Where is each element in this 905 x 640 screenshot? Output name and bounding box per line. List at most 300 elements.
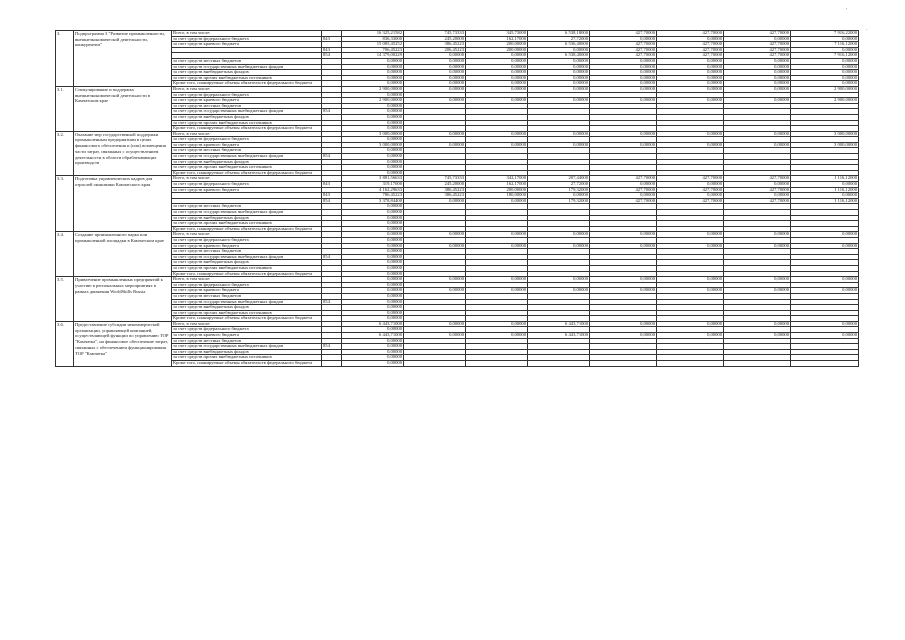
amount-cell: 0,00000 bbox=[342, 277, 404, 283]
amount-cell: 0,00000 bbox=[342, 70, 404, 76]
amount-cell: 745,73333 bbox=[404, 31, 466, 37]
amount-cell: 7 116,12000 bbox=[791, 42, 859, 48]
amount-cell: 0,00000 bbox=[657, 142, 724, 148]
funding-source: за счет средств местных бюджетов bbox=[172, 58, 322, 64]
amount-cell: 0,00000 bbox=[342, 215, 404, 221]
amount-cell: 16 325,21582 bbox=[342, 31, 404, 37]
amount-cell: 0,00000 bbox=[466, 64, 528, 70]
amount-cell: 0,00000 bbox=[724, 243, 791, 249]
funding-source: за счет средств местных бюджетов bbox=[172, 204, 322, 210]
amount-cell: 0,00000 bbox=[466, 58, 528, 64]
amount-cell: 0,00000 bbox=[657, 64, 724, 70]
funding-source: за счет средств краевого бюджета bbox=[172, 333, 322, 339]
funding-source: за счет средств государственных внебюджетных фондов bbox=[172, 254, 322, 260]
funding-source: Кроме того, планируемые объемы обязательств федерального бюджета bbox=[172, 226, 322, 232]
amount-cell: 0,00000 bbox=[466, 243, 528, 249]
corner-mark: ' bbox=[846, 8, 848, 14]
amount-cell: 0,00000 bbox=[342, 243, 404, 249]
amount-cell: 0,00000 bbox=[791, 232, 859, 238]
amount-cell: 0,00000 bbox=[657, 75, 724, 81]
ministry-code: 854 bbox=[322, 254, 342, 260]
amount-cell: 0,00000 bbox=[404, 75, 466, 81]
amount-cell: 0,00000 bbox=[404, 86, 466, 92]
amount-cell: 427,70000 bbox=[590, 187, 657, 193]
amount-cell: 0,00000 bbox=[724, 64, 791, 70]
amount-cell: 0,00000 bbox=[590, 86, 657, 92]
amount-cell: 0,00000 bbox=[342, 327, 404, 333]
amount-cell: 0,00000 bbox=[657, 232, 724, 238]
amount-cell bbox=[466, 361, 528, 367]
amount-cell: 2 900,00000 bbox=[342, 98, 404, 104]
amount-cell: 0,00000 bbox=[342, 254, 404, 260]
amount-cell: 0,00000 bbox=[724, 75, 791, 81]
amount-cell: 0,00000 bbox=[404, 53, 466, 59]
amount-cell: 0,00000 bbox=[791, 75, 859, 81]
amount-cell: 0,00000 bbox=[791, 81, 859, 87]
amount-cell: 3 000,00000 bbox=[342, 131, 404, 137]
ministry-code: 854 bbox=[322, 53, 342, 59]
amount-cell: 0,00000 bbox=[466, 75, 528, 81]
amount-cell: 0,00000 bbox=[528, 64, 590, 70]
amount-cell: 14 379,00229 bbox=[342, 53, 404, 59]
funding-source: за счет средств местных бюджетов bbox=[172, 103, 322, 109]
amount-cell: 0,00000 bbox=[342, 154, 404, 160]
amount-cell: 0,00000 bbox=[466, 333, 528, 339]
amount-cell: 0,00000 bbox=[791, 36, 859, 42]
amount-cell: 0,00000 bbox=[466, 98, 528, 104]
item-description: Привлечение промышленных предприятий к участию в региональных мероприятиях в рамках движения WorldSkills Russia bbox=[74, 277, 172, 322]
amount-cell: 0,00000 bbox=[342, 232, 404, 238]
amount-cell: 0,00000 bbox=[342, 355, 404, 361]
funding-source: за счет средств краевого бюджета bbox=[172, 187, 322, 193]
ministry-code: 843 bbox=[322, 36, 342, 42]
amount-cell bbox=[528, 361, 590, 367]
funding-source: за счет средств внебюджетных фондов bbox=[172, 159, 322, 165]
amount-cell: 179,32000 bbox=[528, 198, 590, 204]
amount-cell: 245,20000 bbox=[404, 182, 466, 188]
amount-cell: 0,00000 bbox=[342, 260, 404, 266]
amount-cell: 0,00000 bbox=[528, 131, 590, 137]
funding-source: за счет средств внебюджетных фондов bbox=[172, 215, 322, 221]
funding-source: Кроме того, планируемые объемы обязательств федерального бюджета bbox=[172, 170, 322, 176]
amount-cell: 427,70000 bbox=[657, 53, 724, 59]
amount-cell: 0,00000 bbox=[724, 86, 791, 92]
amount-cell: 0,00000 bbox=[657, 277, 724, 283]
amount-cell: 0,00000 bbox=[657, 321, 724, 327]
amount-cell: 0,00000 bbox=[342, 137, 404, 143]
amount-cell: 0,00000 bbox=[404, 321, 466, 327]
amount-cell: 0,00000 bbox=[466, 86, 528, 92]
ministry-code bbox=[322, 361, 342, 367]
amount-cell: 180,00000 bbox=[466, 193, 528, 199]
amount-cell: 4 162,29633 bbox=[342, 187, 404, 193]
ministry-code: 843 bbox=[322, 47, 342, 53]
funding-source: Всего, в том числе: bbox=[172, 232, 322, 238]
amount-cell: 0,00000 bbox=[791, 277, 859, 283]
item-description: Предоставление субсидии некоммерческой организации, управляющей компанией, осуществляющей функции по управлению ТОР "Камчатка", на финансовое обеспечение затрат, связанных с обеспечением функционирования ТОР "Камчатка" bbox=[74, 321, 172, 366]
amount-cell: 0,00000 bbox=[791, 47, 859, 53]
funding-source: за счет средств прочих внебюджетных источников bbox=[172, 75, 322, 81]
amount-cell: 0,00000 bbox=[342, 75, 404, 81]
amount-cell: 0,00000 bbox=[342, 305, 404, 311]
funding-source: Кроме того, планируемые объемы обязательств федерального бюджета bbox=[172, 361, 322, 367]
amount-cell: 3 881,56633 bbox=[342, 176, 404, 182]
funding-source: за счет средств федерального бюджета bbox=[172, 137, 322, 143]
amount-cell: 2 900,00000 bbox=[342, 86, 404, 92]
item-number: 3. bbox=[56, 31, 74, 87]
funding-source: за счет средств федерального бюджета bbox=[172, 282, 322, 288]
amount-cell: 0,00000 bbox=[791, 333, 859, 339]
amount-cell: 319,17000 bbox=[342, 182, 404, 188]
amount-cell: 0,00000 bbox=[342, 170, 404, 176]
amount-cell: 0,00000 bbox=[342, 265, 404, 271]
budget-allocation-table bbox=[55, 30, 859, 367]
amount-cell: 0,00000 bbox=[404, 81, 466, 87]
amount-cell: 245,20000 bbox=[404, 36, 466, 42]
amount-cell: 0,00000 bbox=[590, 333, 657, 339]
amount-cell: 6 443,71000 bbox=[342, 333, 404, 339]
amount-cell: 0,00000 bbox=[590, 182, 657, 188]
amount-cell: 0,00000 bbox=[466, 232, 528, 238]
amount-cell: 0,00000 bbox=[590, 58, 657, 64]
amount-cell: 0,00000 bbox=[528, 232, 590, 238]
amount-cell: 0,00000 bbox=[590, 288, 657, 294]
funding-source: за счет средств местных бюджетов bbox=[172, 293, 322, 299]
amount-cell: 0,00000 bbox=[342, 210, 404, 216]
funding-source: за счет средств федерального бюджета bbox=[172, 92, 322, 98]
amount-cell: 0,00000 bbox=[724, 98, 791, 104]
amount-cell: 0,00000 bbox=[657, 36, 724, 42]
amount-cell: 2 900,00000 bbox=[791, 98, 859, 104]
funding-source: за счет средств государственных внебюджетных фондов bbox=[172, 109, 322, 115]
amount-cell: 836,33000 bbox=[342, 36, 404, 42]
funding-source: за счет средств краевого бюджета bbox=[172, 288, 322, 294]
amount-cell: 0,00000 bbox=[657, 288, 724, 294]
amount-cell: 0,00000 bbox=[590, 131, 657, 137]
funding-source: за счет средств внебюджетных фондов bbox=[172, 260, 322, 266]
amount-cell: 427,70000 bbox=[657, 198, 724, 204]
amount-cell bbox=[657, 361, 724, 367]
amount-cell: 0,00000 bbox=[724, 142, 791, 148]
amount-cell: 0,00000 bbox=[528, 75, 590, 81]
funding-source: за счет средств федерального бюджета bbox=[172, 182, 322, 188]
amount-cell: 427,70000 bbox=[590, 42, 657, 48]
funding-source: за счет средств государственных внебюджетных фондов bbox=[172, 344, 322, 350]
amount-cell: 0,00000 bbox=[590, 142, 657, 148]
amount-cell: 0,00000 bbox=[724, 58, 791, 64]
amount-cell: 0,00000 bbox=[724, 193, 791, 199]
amount-cell: 6 443,71000 bbox=[528, 321, 590, 327]
amount-cell: 0,00000 bbox=[342, 349, 404, 355]
amount-cell: 0,00000 bbox=[590, 81, 657, 87]
amount-cell: 0,00000 bbox=[404, 198, 466, 204]
amount-cell: 0,00000 bbox=[342, 81, 404, 87]
funding-source: Всего, в том числе: bbox=[172, 321, 322, 327]
ministry-code: 843 bbox=[322, 182, 342, 188]
amount-cell: 0,00000 bbox=[528, 47, 590, 53]
amount-cell: 0,00000 bbox=[342, 109, 404, 115]
amount-cell: 0,00000 bbox=[466, 288, 528, 294]
ministry-code: 854 bbox=[322, 299, 342, 305]
amount-cell: 0,00000 bbox=[404, 232, 466, 238]
amount-cell: 1 116,12000 bbox=[791, 176, 859, 182]
corner-mark-2: . bbox=[866, 26, 868, 32]
funding-source: Кроме того, планируемые объемы обязательств федерального бюджета bbox=[172, 126, 322, 132]
amount-cell: 0,00000 bbox=[466, 70, 528, 76]
amount-cell: 0,00000 bbox=[528, 58, 590, 64]
amount-cell bbox=[404, 361, 466, 367]
amount-cell: 745,73333 bbox=[404, 176, 466, 182]
amount-cell: 0,00000 bbox=[791, 193, 859, 199]
amount-cell: 162,17000 bbox=[466, 182, 528, 188]
amount-cell: 15 085,45252 bbox=[342, 42, 404, 48]
amount-cell: 7 916,22000 bbox=[791, 31, 859, 37]
amount-cell: 386,45223 bbox=[404, 193, 466, 199]
amount-cell: 0,00000 bbox=[724, 36, 791, 42]
amount-cell: 0,00000 bbox=[404, 243, 466, 249]
amount-cell: 0,00000 bbox=[590, 243, 657, 249]
amount-cell: 27,72000 bbox=[528, 36, 590, 42]
amount-cell: 427,70000 bbox=[590, 176, 657, 182]
amount-cell: 427,70000 bbox=[724, 187, 791, 193]
amount-cell: 0,00000 bbox=[404, 277, 466, 283]
amount-cell: 0,00000 bbox=[342, 249, 404, 255]
amount-cell: 0,00000 bbox=[342, 271, 404, 277]
amount-cell: 0,00000 bbox=[528, 81, 590, 87]
amount-cell: 0,00000 bbox=[342, 165, 404, 171]
amount-cell: 0,00000 bbox=[342, 237, 404, 243]
amount-cell: 786,45223 bbox=[342, 193, 404, 199]
amount-cell: 0,00000 bbox=[724, 288, 791, 294]
amount-cell: 0,00000 bbox=[466, 198, 528, 204]
funding-source: Кроме того, планируемые объемы обязательств федерального бюджета bbox=[172, 316, 322, 322]
amount-cell: 0,00000 bbox=[791, 70, 859, 76]
item-description: Подпрограмма 3 "Развитие промышленности, внешнеэкономической деятельности, конкурентии" bbox=[74, 31, 172, 87]
amount-cell bbox=[791, 361, 859, 367]
amount-cell: 0,00000 bbox=[657, 98, 724, 104]
funding-source: за счет средств внебюджетных фондов bbox=[172, 305, 322, 311]
amount-cell: 0,00000 bbox=[590, 321, 657, 327]
amount-cell: 0,00000 bbox=[342, 282, 404, 288]
amount-cell: 0,00000 bbox=[528, 277, 590, 283]
amount-cell: 200,00000 bbox=[466, 187, 528, 193]
amount-cell: 6 443,71000 bbox=[528, 333, 590, 339]
funding-source: за счет средств внебюджетных фондов bbox=[172, 114, 322, 120]
amount-cell: 0,00000 bbox=[724, 232, 791, 238]
funding-source: за счет средств местных бюджетов bbox=[172, 249, 322, 255]
amount-cell: 0,00000 bbox=[404, 131, 466, 137]
amount-cell: 6 538,18000 bbox=[528, 31, 590, 37]
amount-cell: 0,00000 bbox=[590, 232, 657, 238]
funding-source: за счет средств государственных внебюджетных фондов bbox=[172, 299, 322, 305]
amount-cell: 0,00000 bbox=[724, 321, 791, 327]
amount-cell: 0,00000 bbox=[404, 288, 466, 294]
amount-cell: 0,00000 bbox=[657, 86, 724, 92]
amount-cell: 206,45223 bbox=[404, 47, 466, 53]
amount-cell: 1 116,12000 bbox=[791, 187, 859, 193]
funding-source: Всего, в том числе: bbox=[172, 277, 322, 283]
amount-cell: 427,70000 bbox=[724, 42, 791, 48]
funding-source: за счет средств внебюджетных фондов bbox=[172, 70, 322, 76]
amount-cell: 427,70000 bbox=[657, 176, 724, 182]
amount-cell: 386,45223 bbox=[404, 187, 466, 193]
amount-cell: 207,44000 bbox=[528, 176, 590, 182]
amount-cell: 706,45223 bbox=[342, 47, 404, 53]
amount-cell: 0,00000 bbox=[528, 243, 590, 249]
amount-cell: 179,32000 bbox=[528, 187, 590, 193]
amount-cell: 3 000,00000 bbox=[791, 142, 859, 148]
funding-source: за счет средств краевого бюджета bbox=[172, 243, 322, 249]
funding-source: за счет средств прочих внебюджетных источников bbox=[172, 265, 322, 271]
amount-cell: 0,00000 bbox=[528, 288, 590, 294]
amount-cell: 427,70000 bbox=[724, 31, 791, 37]
amount-cell: 0,00000 bbox=[528, 142, 590, 148]
item-number: 3.3. bbox=[56, 176, 74, 232]
amount-cell: 345,73000 bbox=[466, 31, 528, 37]
amount-cell: 427,70000 bbox=[590, 198, 657, 204]
amount-cell: 0,00000 bbox=[724, 333, 791, 339]
amount-cell: 0,00000 bbox=[724, 131, 791, 137]
funding-source: Всего, в том числе: bbox=[172, 176, 322, 182]
amount-cell: 0,00000 bbox=[342, 114, 404, 120]
item-number: 3.6. bbox=[56, 321, 74, 366]
amount-cell bbox=[724, 361, 791, 367]
funding-source: за счет средств краевого бюджета bbox=[172, 98, 322, 104]
funding-source: за счет средств федерального бюджета bbox=[172, 36, 322, 42]
amount-cell: 0,00000 bbox=[466, 81, 528, 87]
amount-cell: 0,00000 bbox=[466, 142, 528, 148]
amount-cell: 0,00000 bbox=[466, 321, 528, 327]
amount-cell: 0,00000 bbox=[342, 159, 404, 165]
amount-cell: 427,70000 bbox=[590, 53, 657, 59]
amount-cell: 0,00000 bbox=[342, 58, 404, 64]
amount-cell: 0,00000 bbox=[657, 81, 724, 87]
amount-cell: 0,00000 bbox=[590, 64, 657, 70]
amount-cell: 0,00000 bbox=[342, 103, 404, 109]
item-description: Стимулирование и поддержка внешнеэкономической деятельности в Камчатском крае bbox=[74, 86, 172, 131]
amount-cell: 0,00000 bbox=[342, 120, 404, 126]
amount-cell: 27,72000 bbox=[528, 182, 590, 188]
item-description: Создание промышленного парка или промышленной площадки в Камчатском крае bbox=[74, 232, 172, 277]
funding-source: за счет средств государственных внебюджетных фондов bbox=[172, 210, 322, 216]
amount-cell: 3 000,00000 bbox=[342, 142, 404, 148]
item-description: Оказание мер государственной поддержки промышленным предприятиям в целях финансового обеспечения и (или) возмещения части затрат, связанных с осуществлением деятельности в области обрабатывающих производств bbox=[74, 131, 172, 176]
amount-cell: 0,00000 bbox=[657, 193, 724, 199]
amount-cell: 3 378,84400 bbox=[342, 198, 404, 204]
amount-cell: 0,00000 bbox=[404, 64, 466, 70]
amount-cell: 427,70000 bbox=[657, 187, 724, 193]
amount-cell: 0,00000 bbox=[342, 299, 404, 305]
amount-cell: 0,00000 bbox=[590, 70, 657, 76]
amount-cell: 0,00000 bbox=[528, 86, 590, 92]
funding-source: за счет средств прочих внебюджетных источников bbox=[172, 120, 322, 126]
amount-cell: 6 538,40000 bbox=[528, 53, 590, 59]
funding-source: за счет средств прочих внебюджетных источников bbox=[172, 221, 322, 227]
amount-cell: 7 916,12000 bbox=[791, 53, 859, 59]
amount-cell: 0,00000 bbox=[342, 344, 404, 350]
amount-cell: 0,00000 bbox=[404, 333, 466, 339]
amount-cell: 0,00000 bbox=[791, 243, 859, 249]
amount-cell: 0,00000 bbox=[590, 36, 657, 42]
item-number: 3.2. bbox=[56, 131, 74, 176]
amount-cell: 342,17000 bbox=[466, 176, 528, 182]
amount-cell: 6 536,40000 bbox=[528, 42, 590, 48]
funding-source: за счет средств прочих внебюджетных источников bbox=[172, 355, 322, 361]
amount-cell: 0,00000 bbox=[342, 226, 404, 232]
funding-source: Всего, в том числе: bbox=[172, 31, 322, 37]
amount-cell: 0,00000 bbox=[590, 277, 657, 283]
amount-cell: 0,00000 bbox=[657, 333, 724, 339]
amount-cell: 0,00000 bbox=[657, 58, 724, 64]
amount-cell: 200,00000 bbox=[466, 47, 528, 53]
amount-cell: 6 443,71000 bbox=[342, 321, 404, 327]
amount-cell: 162,17000 bbox=[466, 36, 528, 42]
item-number: 3.4. bbox=[56, 232, 74, 277]
amount-cell: 0,00000 bbox=[404, 98, 466, 104]
ministry-code: 843 bbox=[322, 193, 342, 199]
amount-cell: 0,00000 bbox=[342, 293, 404, 299]
funding-source: Кроме того, планируемые объемы обязательств федерального бюджета bbox=[172, 271, 322, 277]
amount-cell: 200,00000 bbox=[466, 42, 528, 48]
amount-cell: 1 116,12000 bbox=[791, 198, 859, 204]
ministry-code: 854 bbox=[322, 198, 342, 204]
ministry-code: 854 bbox=[322, 344, 342, 350]
amount-cell: 0,00000 bbox=[342, 338, 404, 344]
amount-cell: 0,00000 bbox=[404, 58, 466, 64]
amount-cell: 2 900,00000 bbox=[791, 86, 859, 92]
amount-cell: 0,00000 bbox=[657, 70, 724, 76]
funding-source: Кроме того, планируемые объемы обязательств федерального бюджета bbox=[172, 81, 322, 87]
amount-cell: 0,00000 bbox=[466, 277, 528, 283]
amount-cell: 0,00000 bbox=[724, 277, 791, 283]
amount-cell: 427,70000 bbox=[724, 53, 791, 59]
amount-cell: 0,00000 bbox=[657, 182, 724, 188]
amount-cell: 0,00000 bbox=[528, 193, 590, 199]
amount-cell: 0,00000 bbox=[342, 148, 404, 154]
amount-cell: 0,00000 bbox=[791, 288, 859, 294]
amount-cell: 0,00000 bbox=[590, 75, 657, 81]
amount-cell: 0,00000 bbox=[342, 310, 404, 316]
amount-cell: 427,70000 bbox=[590, 31, 657, 37]
amount-cell: 0,00000 bbox=[724, 70, 791, 76]
amount-cell: 0,00000 bbox=[791, 64, 859, 70]
funding-source: за счет средств краевого бюджета bbox=[172, 42, 322, 48]
amount-cell: 0,00000 bbox=[342, 221, 404, 227]
funding-source: за счет средств государственных внебюджетных фондов bbox=[172, 154, 322, 160]
amount-cell: 0,00000 bbox=[466, 131, 528, 137]
amount-cell: 0,00000 bbox=[590, 193, 657, 199]
funding-source: за счет средств федерального бюджета bbox=[172, 327, 322, 333]
amount-cell: 0,00000 bbox=[342, 361, 404, 367]
funding-source: за счет средств государственных внебюджетных фондов bbox=[172, 64, 322, 70]
amount-cell: 0,00000 bbox=[791, 182, 859, 188]
amount-cell: 0,00000 bbox=[657, 243, 724, 249]
item-number: 3.1. bbox=[56, 86, 74, 131]
item-number: 3.5. bbox=[56, 277, 74, 322]
amount-cell: 0,00000 bbox=[342, 126, 404, 132]
amount-cell: 0,00000 bbox=[791, 58, 859, 64]
item-description: Подготовка управленческих кадров для отраслей экономики Камчатского края bbox=[74, 176, 172, 232]
amount-cell bbox=[590, 361, 657, 367]
amount-cell: 0,00000 bbox=[791, 321, 859, 327]
funding-source: за счет средств местных бюджетов bbox=[172, 338, 322, 344]
amount-cell: 0,00000 bbox=[657, 131, 724, 137]
funding-source: Всего, в том числе: bbox=[172, 131, 322, 137]
amount-cell: 0,00000 bbox=[342, 316, 404, 322]
amount-cell: 427,70000 bbox=[657, 31, 724, 37]
funding-source: за счет средств прочих внебюджетных источников bbox=[172, 165, 322, 171]
amount-cell: 0,00000 bbox=[528, 70, 590, 76]
